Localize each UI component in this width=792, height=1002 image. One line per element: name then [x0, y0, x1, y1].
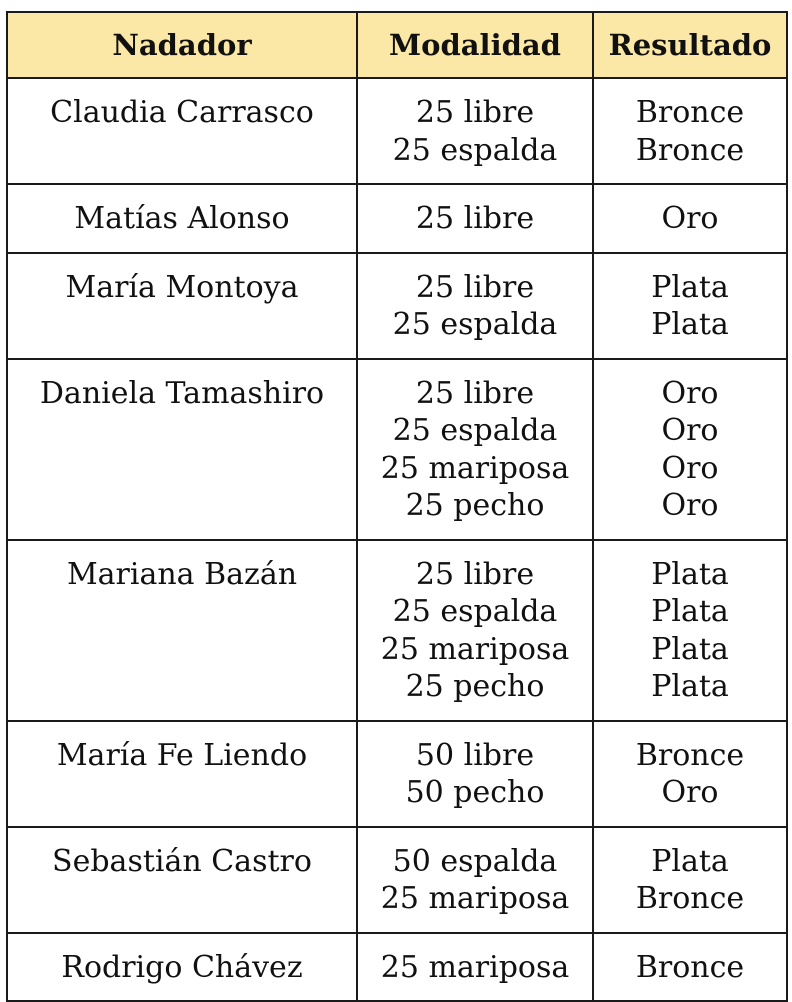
table-row: [7, 253, 787, 359]
results-table: [6, 11, 788, 1002]
table-row: [7, 721, 787, 827]
result-cell: [593, 721, 787, 827]
event-item: 25 pecho: [405, 488, 545, 523]
event-item: 25 mariposa: [380, 881, 570, 916]
swimmer-name-cell: [7, 933, 357, 1002]
swimmer-name: Rodrigo Chávez: [61, 949, 303, 985]
event-item: 25 mariposa: [380, 631, 570, 667]
event-cell: [357, 253, 593, 359]
event-item: 25 mariposa: [380, 450, 570, 486]
swimmer-name: María Montoya: [65, 269, 299, 305]
result-cell: [593, 184, 787, 253]
table-body: [7, 78, 787, 1001]
event-item: 25 libre: [415, 269, 535, 305]
result-item: Oro: [661, 413, 719, 448]
table-row: [7, 827, 787, 933]
swimmer-name-cell: [7, 721, 357, 827]
swimmer-name: Sebastián Castro: [52, 843, 312, 879]
swimmer-name-cell: [7, 78, 357, 184]
event-cell: [357, 359, 593, 540]
table-row: [7, 359, 787, 540]
swimmer-name: Daniela Tamashiro: [39, 375, 325, 411]
event-item: 25 espalda: [392, 132, 558, 168]
event-item: 25 libre: [415, 201, 535, 236]
result-item: Plata: [651, 269, 729, 305]
result-cell: [593, 540, 787, 721]
result-item: Oro: [661, 775, 719, 810]
swimmer-name: María Fe Liendo: [56, 737, 308, 773]
event-item: 25 libre: [415, 556, 535, 592]
swimmer-name: Matías Alonso: [74, 201, 290, 236]
event-item: 25 pecho: [405, 669, 545, 704]
event-item: 50 pecho: [405, 775, 545, 810]
result-item: Plata: [651, 843, 729, 879]
event-item: 25 espalda: [392, 594, 558, 629]
column-header-swimmer: Nadador: [7, 12, 357, 78]
result-item: Bronce: [635, 949, 745, 985]
swimmer-name: Claudia Carrasco: [50, 95, 314, 130]
swimmer-name-cell: [7, 540, 357, 721]
event-item: 25 espalda: [392, 413, 558, 448]
result-item: Plata: [651, 631, 729, 667]
result-item: Bronce: [635, 132, 745, 168]
event-item: 50 libre: [415, 737, 535, 773]
event-cell: [357, 78, 593, 184]
table-row: [7, 184, 787, 253]
result-cell: [593, 933, 787, 1002]
table-row: [7, 933, 787, 1002]
result-item: Oro: [661, 488, 719, 523]
event-cell: [357, 827, 593, 933]
swimmer-name-cell: [7, 827, 357, 933]
table-row: [7, 540, 787, 721]
event-cell: [357, 721, 593, 827]
swimmer-name-cell: [7, 184, 357, 253]
swimmer-name-cell: [7, 253, 357, 359]
result-item: Plata: [651, 556, 729, 592]
result-item: Plata: [651, 307, 729, 342]
result-item: Plata: [651, 669, 729, 704]
result-item: Bronce: [635, 881, 745, 916]
result-item: Bronce: [635, 737, 745, 773]
event-item: 50 espalda: [392, 843, 558, 879]
result-cell: [593, 78, 787, 184]
column-header-result: Resultado: [593, 12, 787, 78]
result-item: Oro: [661, 450, 719, 486]
event-item: 25 libre: [415, 95, 535, 130]
swimmer-name: Mariana Bazán: [66, 556, 298, 592]
column-header-event: Modalidad: [357, 12, 593, 78]
event-item: 25 espalda: [392, 307, 558, 342]
result-item: Oro: [661, 375, 719, 411]
result-cell: [593, 253, 787, 359]
swimmer-name-cell: [7, 359, 357, 540]
result-item: Oro: [661, 201, 719, 236]
result-cell: [593, 359, 787, 540]
event-item: 25 mariposa: [380, 949, 570, 985]
result-cell: [593, 827, 787, 933]
event-item: 25 libre: [415, 375, 535, 411]
event-cell: [357, 540, 593, 721]
event-cell: [357, 933, 593, 1002]
table-row: [7, 78, 787, 184]
header-row: [7, 12, 787, 78]
result-item: Bronce: [635, 95, 745, 130]
result-item: Plata: [651, 594, 729, 629]
event-cell: [357, 184, 593, 253]
